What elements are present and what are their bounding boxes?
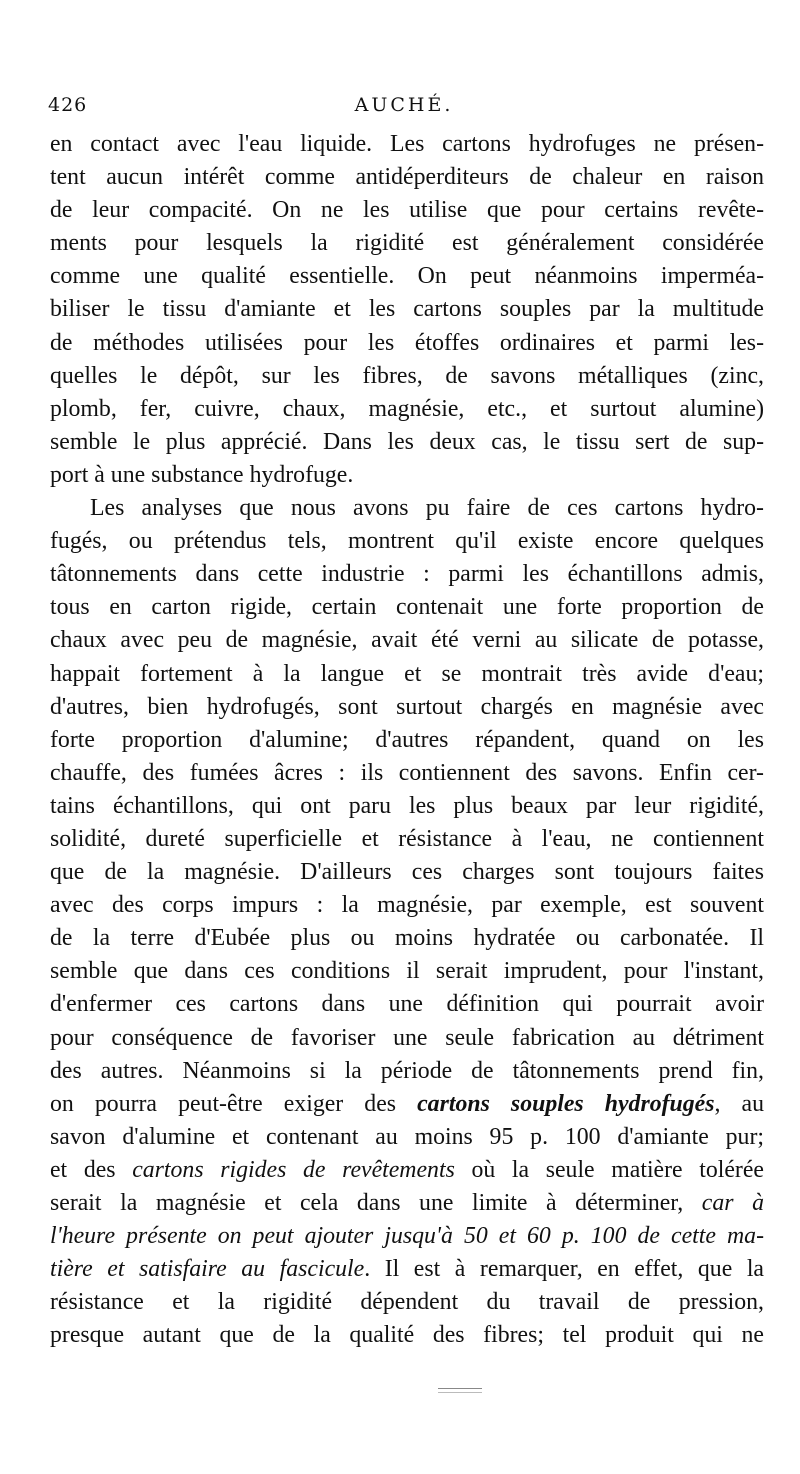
italic-term: cartons souples hydrofugés bbox=[417, 1090, 715, 1117]
text-segment: serait la magnésie et cela dans une limite à déterminer, bbox=[50, 1190, 702, 1216]
text-line: semble le plus apprécié. Dans les deux cas, le tissu sert de sup- bbox=[50, 428, 764, 455]
text-segment: , au bbox=[714, 1090, 764, 1117]
text-line bbox=[50, 1154, 764, 1187]
text-line: tent aucun intérêt comme antidéperditeurs de chaleur en raison bbox=[50, 164, 764, 191]
text-line: chaux avec peu de magnésie, avait été verni au silicate de potasse, bbox=[50, 627, 764, 654]
text-line bbox=[50, 1187, 764, 1220]
text-line: quelles le dépôt, sur les fibres, de savons métalliques (zinc, bbox=[50, 362, 764, 389]
paragraph-1 bbox=[50, 128, 764, 492]
paragraph-2-continuation bbox=[50, 1088, 764, 1353]
text-line: comme une qualité essentielle. On peut néanmoins imperméa- bbox=[50, 263, 764, 290]
text-line: plomb, fer, cuivre, chaux, magnésie, etc., et surtout alumine) bbox=[50, 395, 764, 422]
footer-ornament bbox=[438, 1388, 482, 1393]
text-line: port à une substance hydrofuge. bbox=[50, 461, 354, 488]
paragraph-2 bbox=[50, 492, 764, 1088]
text-line: d'enfermer ces cartons dans une définition qui pourrait avoir bbox=[50, 991, 764, 1018]
text-line: de la terre d'Eubée plus ou moins hydratée ou carbonatée. Il bbox=[50, 925, 764, 952]
italic-term: cartons rigides de revêtements bbox=[132, 1156, 455, 1183]
body-text bbox=[50, 128, 764, 1352]
text-line: des autres. Néanmoins si la période de tâtonnements prend fin, bbox=[50, 1057, 764, 1084]
running-head: AUCHÉ. bbox=[354, 94, 454, 116]
text-line: résistance et la rigidité dépendent du travail de pression, bbox=[50, 1289, 764, 1316]
text-line bbox=[50, 1253, 764, 1286]
text-line: tous en carton rigide, certain contenait une forte proportion de bbox=[50, 594, 764, 621]
text-segment: on pourra peut-être exiger des bbox=[50, 1090, 418, 1117]
text-line: happait fortement à la langue et se montrait très avide d'eau; bbox=[50, 660, 764, 687]
text-line: semble que dans ces conditions il serait imprudent, pour l'instant, bbox=[50, 958, 764, 985]
text-line: chauffe, des fumées âcres : ils contiennent des savons. Enfin cer- bbox=[50, 759, 764, 786]
text-line bbox=[50, 1220, 764, 1253]
text-segment: où la seule matière tolérée bbox=[454, 1156, 764, 1183]
text-line bbox=[50, 1088, 764, 1121]
text-line: forte proportion d'alumine; d'autres répandent, quand on les bbox=[50, 726, 764, 753]
page-number: 426 bbox=[48, 94, 88, 116]
text-line: ments pour lesquels la rigidité est généralement considérée bbox=[50, 230, 764, 257]
text-line: Les analyses que nous avons pu faire de ces cartons hydro- bbox=[90, 495, 764, 522]
text-line: en contact avec l'eau liquide. Les cartons hydrofuges ne présen- bbox=[50, 131, 764, 157]
text-line: de méthodes utilisées pour les étoffes ordinaires et parmi les- bbox=[50, 329, 764, 356]
text-line: avec des corps impurs : la magnésie, par exemple, est souvent bbox=[50, 892, 764, 919]
text-line: que de la magnésie. D'ailleurs ces charges sont toujours faites bbox=[50, 859, 764, 886]
text-line: de leur compacité. On ne les utilise que pour certains revête- bbox=[50, 197, 764, 224]
text-line: biliser le tissu d'amiante et les cartons souples par la multitude bbox=[50, 296, 764, 323]
text-line: pour conséquence de favoriser une seule fabrication au détriment bbox=[50, 1024, 764, 1051]
text-line: presque autant que de la qualité des fibres; tel produit qui ne bbox=[50, 1322, 764, 1349]
text-line: solidité, dureté superficielle et résistance à l'eau, ne contiennent bbox=[50, 825, 764, 852]
text-line: tâtonnements dans cette industrie : parmi les échantillons admis, bbox=[50, 561, 764, 588]
text-line: tains échantillons, qui ont paru les plus beaux par leur rigidité, bbox=[50, 792, 764, 819]
text-segment: . Il est à remarquer, en effet, que la bbox=[364, 1256, 764, 1283]
text-line: d'autres, bien hydrofugés, sont surtout chargés en magnésie avec bbox=[50, 693, 764, 720]
italic-term: l'heure présente on peut ajouter jusqu'à 50 et 60 p. 100 de cette ma- bbox=[50, 1223, 764, 1250]
text-line: fugés, ou prétendus tels, montrent qu'il existe encore quelques bbox=[50, 528, 764, 555]
text-segment: et des bbox=[50, 1156, 133, 1183]
italic-term: car à bbox=[701, 1190, 764, 1216]
italic-term: tière et satisfaire au fascicule bbox=[50, 1256, 365, 1283]
page-header bbox=[48, 94, 760, 124]
text-line: savon d'alumine et contenant au moins 95 p. 100 d'amiante pur; bbox=[50, 1123, 764, 1150]
